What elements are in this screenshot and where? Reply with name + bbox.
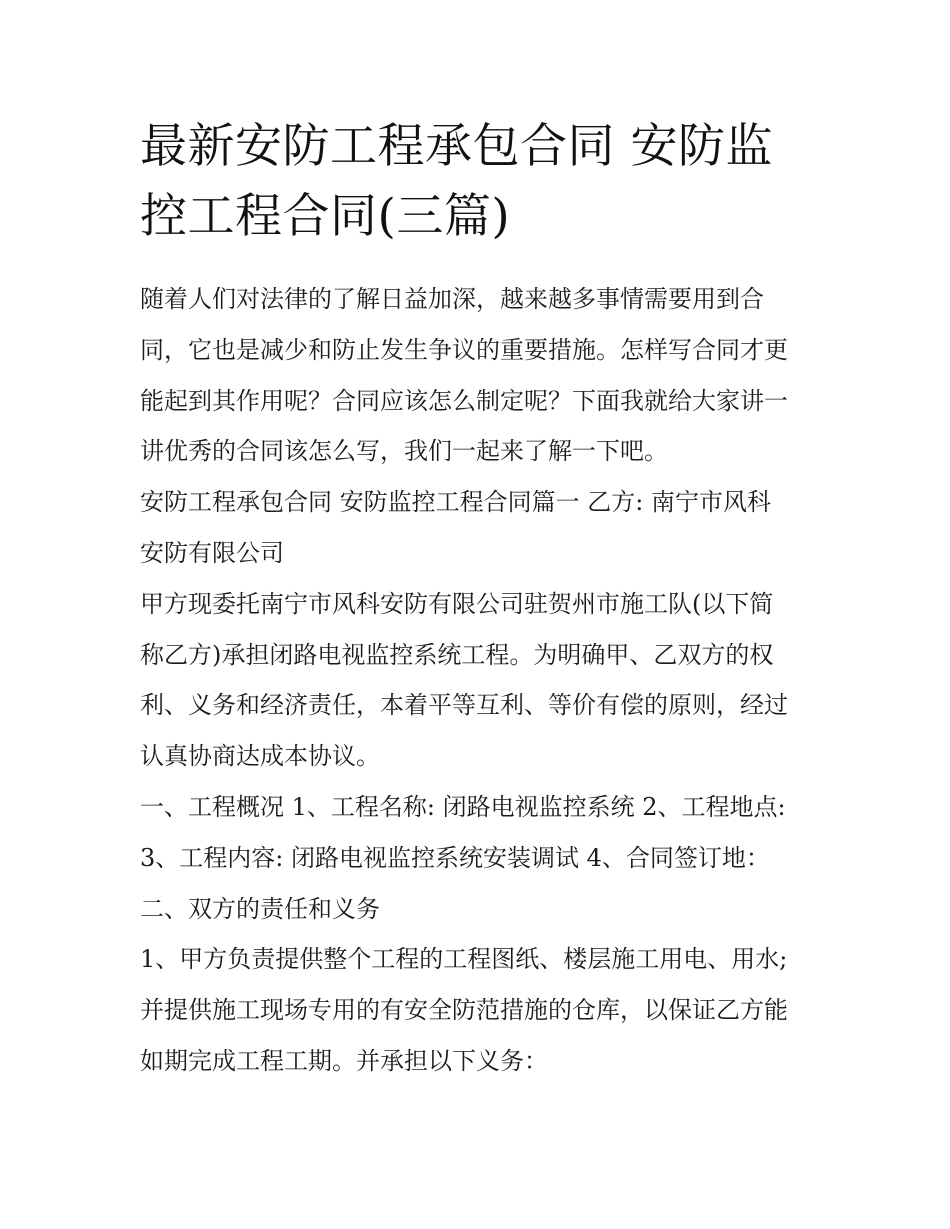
text-line: 1、甲方负责提供整个工程的工程图纸、楼层施工用电、用水;: [140, 945, 788, 974]
text-line: 一、工程概况 1、工程名称: 闭路电视监控系统 2、工程地点:: [140, 792, 786, 821]
text-line: 讲优秀的合同该怎么写，我们一起来了解一下吧。: [140, 437, 668, 466]
title-line: 控工程合同(三篇): [140, 189, 511, 244]
intro-paragraph: [140, 274, 820, 477]
project-content-paragraph: [140, 833, 820, 884]
document-body: [140, 274, 820, 1087]
text-line: 二、双方的责任和义务: [140, 894, 380, 923]
text-line: 认真协商达成本协议。: [140, 742, 380, 771]
text-line: 同，它也是减少和防止发生争议的重要措施。怎样写合同才更: [140, 335, 788, 364]
text-line: 甲方现委托南宁市风科安防有限公司驻贺州市施工队(以下简: [140, 589, 774, 618]
title-line: 最新安防工程承包合同 安防监: [140, 119, 773, 174]
project-overview-paragraph: [140, 782, 820, 833]
section-heading: [140, 884, 820, 935]
text-line: 如期完成工程工期。并承担以下义务：: [140, 1046, 548, 1075]
text-line: 3、工程内容: 闭路电视监控系统安装调试 4、合同签订地：: [140, 843, 770, 872]
party-a-duties-paragraph: [140, 934, 820, 1086]
text-line: 利、义务和经济责任，本着平等互利、等价有偿的原则，经过: [140, 691, 788, 720]
text-line: 并提供施工现场专用的有安全防范措施的仓库，以保证乙方能: [140, 996, 788, 1025]
text-line: 称乙方)承担闭路电视监控系统工程。为明确甲、乙双方的权: [140, 640, 774, 669]
commission-paragraph: [140, 579, 820, 782]
document-content: [140, 112, 820, 1087]
contract-heading-paragraph: [140, 477, 820, 579]
text-line: 安防工程承包合同 安防监控工程合同篇一 乙方: 南宁市风科: [140, 488, 771, 517]
text-line: 安防有限公司: [140, 538, 284, 567]
text-line: 随着人们对法律的了解日益加深，越来越多事情需要用到合: [140, 285, 764, 313]
text-line: 能起到其作用呢？合同应该怎么制定呢？下面我就给大家讲一: [140, 386, 788, 415]
document-title: [140, 112, 820, 252]
